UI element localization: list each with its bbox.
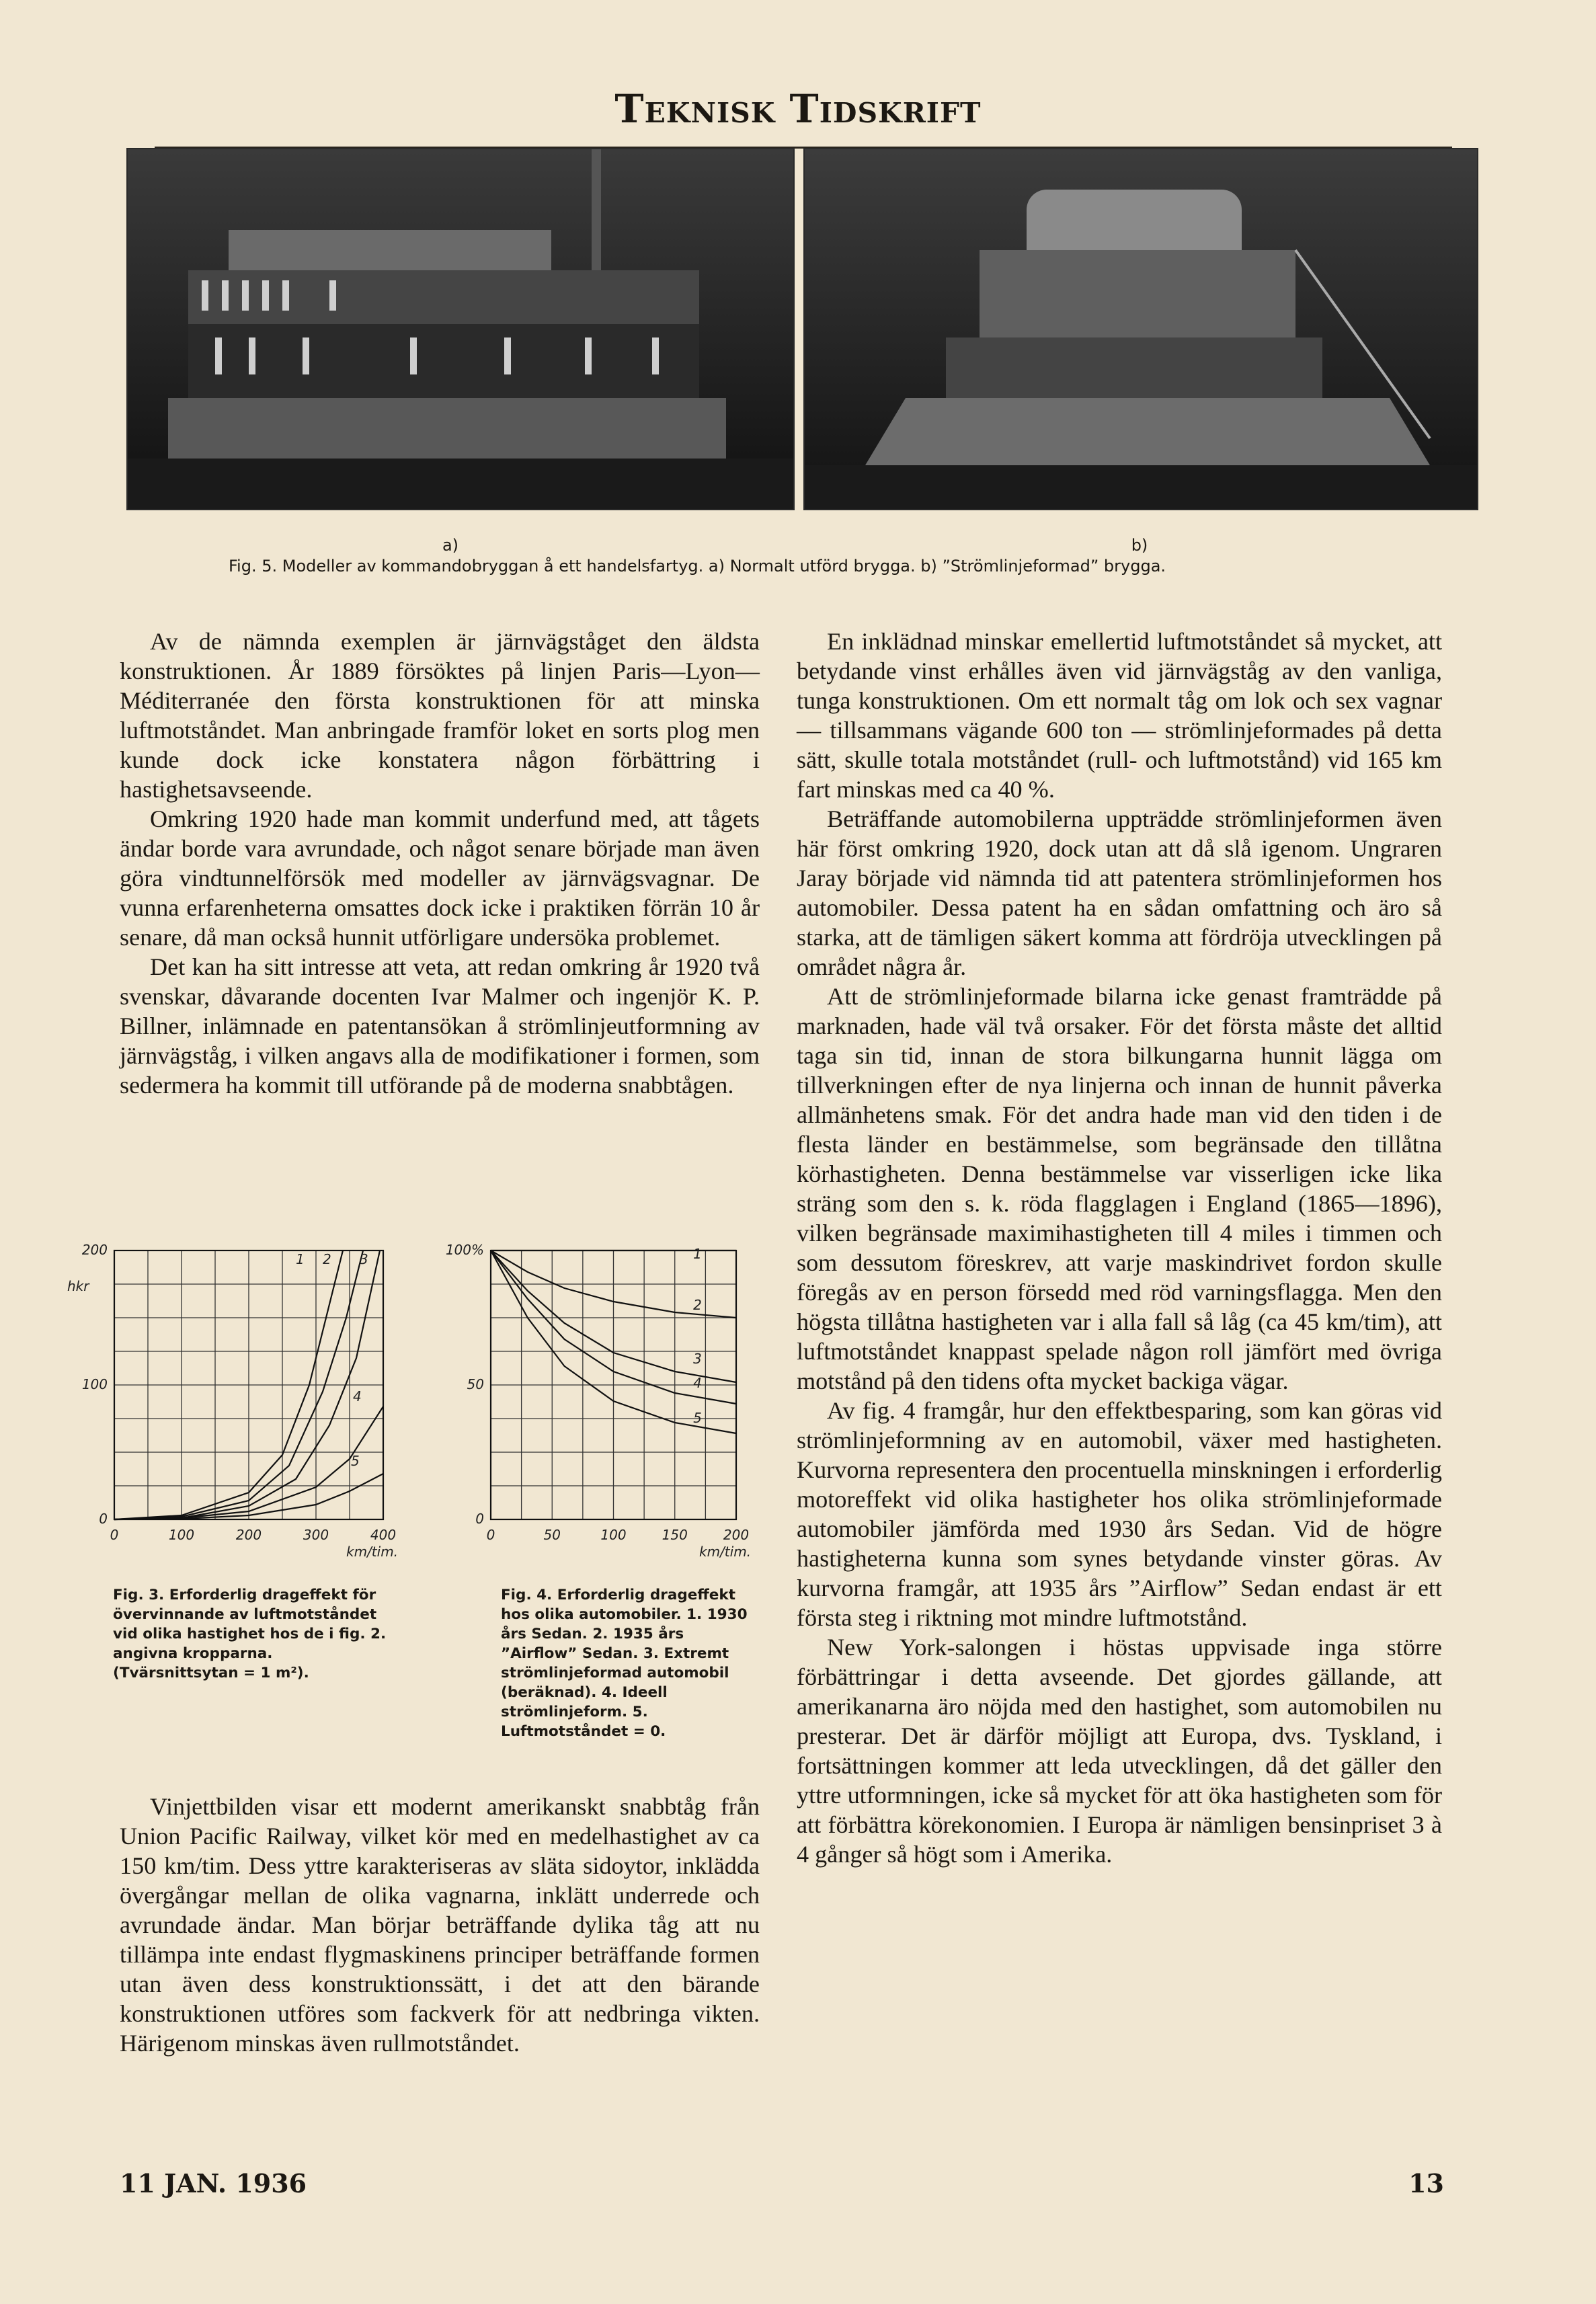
figure4-chart [444, 1237, 766, 1573]
x-tick-label: 0 [486, 1527, 495, 1543]
series-label-1: 1 [693, 1246, 702, 1262]
series-label-4: 4 [353, 1388, 362, 1404]
figure5-label-a: a) [442, 536, 459, 555]
series-label-4: 4 [693, 1375, 702, 1391]
masthead: Teknisk Tidskrift [614, 86, 982, 132]
x-tick-label: 50 [543, 1527, 561, 1543]
figure5-photo-b [803, 148, 1478, 510]
figure3-caption: Fig. 3. Erforderlig drageffekt för övervinnande av luftmotståndet vid olika hastighet hos de i fig. 2. angivna kropparna. (Tvärsnittsytan = 1 m²). [113, 1587, 387, 1681]
figure5-caption: Fig. 5. Modeller av kommandobryggan å ett handelsfartyg. a) Normalt utförd brygga. b) ”Strömlinjeformad” brygga. [229, 557, 1166, 575]
paragraph: New York-salongen i höstas uppvisade inga större förbättringar i detta avseende. Det gjordes gällande, att amerikanarna äro nöjda med den hastighet, som automobilen nu presterar. Det är därför möjligt att Europa, dvs. Tyskland, i fortsättningen kommer att leda utvecklingen, då det gäller den yttre utformningen, icke så mycket för att öka hastigheten som för att förbättra körekonomien. I Europa är nämligen bensinpriset 3 à 4 gånger så högt som i Amerika. [797, 1634, 1442, 1868]
figure3-chart [61, 1237, 410, 1573]
x-tick-label: 300 [303, 1527, 329, 1543]
paragraph: Omkring 1920 hade man kommit underfund med, att tågets ändar borde vara avrundade, och något senare började man även göra vindtunnelförsök med modeller av järnvägsvagnar. De vunna erfarenheterna omsattes dock icke i praktiken förrän 10 år senare, då man också hunnit utförligare undersöka problemet. [120, 805, 760, 951]
paragraph: Av fig. 4 framgår, hur den effektbesparing, som kan göras vid strömlinjeformning av en automobil, växer med hastigheten. Kurvorna representera den procentuella minskningen i erforderlig motoreffekt vid olika hastigheter hos olika strömlinjeformade automobiler jämförda med 1930 års Sedan. Vid de högre hastigheterna kunna som synes betydande vinster göras. Av kurvorna framgår, att 1935 års ”Airflow” Sedan endast är ett första steg i riktning mot mindre luftmotstånd. [797, 1397, 1442, 1631]
paragraph: Beträffande automobilerna uppträdde strömlinjeformen även här först omkring 1920, dock utan att då slå igenom. Ungraren Jaray började vid nämnda tid att patentera strömlinjeformen hos automobiler. Dessa patent ha en sådan omfattning och äro så starka, att de tämligen säkert komma att fördröja utvecklingen på området några år. [797, 805, 1442, 980]
left-column-top [120, 627, 760, 1100]
series-label-2: 2 [323, 1251, 331, 1267]
x-axis-unit: km/tim. [346, 1544, 399, 1560]
y-tick-label: 0 [475, 1511, 484, 1527]
figure5-photo-a [126, 148, 795, 510]
y-tick-label: 50 [467, 1376, 484, 1392]
paragraph: Av de nämnda exemplen är järnvägståget den äldsta konstruktionen. År 1889 försöktes på linjen Paris—Lyon—Méditerranée den första konstruktionen för att minska luftmotståndet. Man anbringade framför loket en sorts plog men kunde dock icke konstatera någon förbättring i hastighetsavseende. [120, 628, 760, 803]
y-axis-label: hkr [67, 1278, 89, 1294]
y-tick-label: 100 [81, 1376, 108, 1392]
figure4-caption: Fig. 4. Erforderlig drageffekt hos olika automobiler. 1. 1930 års Sedan. 2. 1935 års ”Airflow” Sedan. 3. Extremt strömlinjeformad automobil (beräknad). 4. Ideell strömlinjeform. 5. Luftmotståndet = 0. [501, 1587, 748, 1740]
y-tick-label: 200 [81, 1242, 108, 1258]
x-tick-label: 200 [235, 1527, 262, 1543]
figure5-label-b: b) [1131, 536, 1148, 555]
right-column [797, 627, 1442, 1869]
left-column-bottom [120, 1792, 760, 2058]
series-label-3: 3 [693, 1351, 702, 1367]
paragraph: Att de strömlinjeformade bilarna icke genast framträdde på marknaden, hade väl två orsaker. För det första måste det alltid taga sin tid, innan de stora bilkungarna hunnit lägga om tillverkningen efter de nya linjerna och innan de hunnit påverka allmänhetens smak. För det andra hade man vid den tiden i de flesta länder en bestämmelse, som begränsade den tillåtna körhastigheten. Denna bestämmelse var visserligen icke lika sträng som den s. k. röda flagglagen i England (1865—1896), vilken begränsade maximihastigheten till 4 miles i timmen och som dessutom föreskrev, att varje maskindrivet fordon skulle föregås av en person försedd med röd varningsflagga. Men den högsta tillåtna hastigheten var i alla fall så låg (ca 45 km/tim), att luftmotståndet knappast spelade någon roll jämfört med övriga motstånd på den tidens ofta mycket backiga vägar. [797, 983, 1442, 1394]
x-tick-label: 400 [370, 1527, 397, 1543]
paragraph: Det kan ha sitt intresse att veta, att redan omkring år 1920 två svenskar, dåvarande docenten Ivar Malmer och ingenjör K. P. Billner, inlämnade en patentansökan å strömlinjeutformning av järnvägståg, i vilken angavs alla de modifikationer i formen, som sedermera ha kommit till utförande på de moderna snabbtågen. [120, 953, 760, 1099]
series-label-2: 2 [693, 1297, 702, 1313]
series-label-5: 5 [351, 1453, 360, 1469]
series-label-5: 5 [693, 1410, 702, 1426]
x-axis-unit: km/tim. [699, 1544, 752, 1560]
series-label-3: 3 [360, 1251, 368, 1267]
paragraph: Vinjettbilden visar ett modernt amerikanskt snabbtåg från Union Pacific Railway, vilket kör med en medelhastighet av ca 150 km/tim. Dess yttre karakteriseras av släta sidoytor, inklädda övergångar mellan de olika vagnarna, inklätt underrede och avrundade ändar. Man börjar beträffande dylika tåg att nu tillämpa inte endast flygmaskinens principer beträffande formen utan även dess konstruktionssätt, i det att den bärande konstruktionen utföres som fackverk för att nedbringa vikten. Härigenom minskas även rullmotståndet. [120, 1793, 760, 2057]
y-tick-label: 0 [99, 1511, 108, 1527]
x-tick-label: 200 [723, 1527, 750, 1543]
x-tick-label: 0 [110, 1527, 119, 1543]
series-label-1: 1 [296, 1251, 305, 1267]
x-tick-label: 100 [168, 1527, 195, 1543]
paragraph: En inklädnad minskar emellertid luftmotståndet så mycket, att betydande vinst erhålles även vid järnvägståg av den vanliga, tunga konstruktionen. Om ett normalt tåg om lok och sex vagnar — tillsammans vägande 600 ton — strömlinjeformades på detta sätt, skulle totala motståndet (rull- och luftmotstånd) vid 165 km fart minskas med ca 40 %. [797, 628, 1442, 803]
page-number: 13 [1408, 2168, 1444, 2198]
y-tick-label: 100% [445, 1242, 484, 1258]
x-tick-label: 100 [600, 1527, 627, 1543]
x-tick-label: 150 [662, 1527, 688, 1543]
footer-date: 11 JAN. 1936 [120, 2168, 307, 2198]
